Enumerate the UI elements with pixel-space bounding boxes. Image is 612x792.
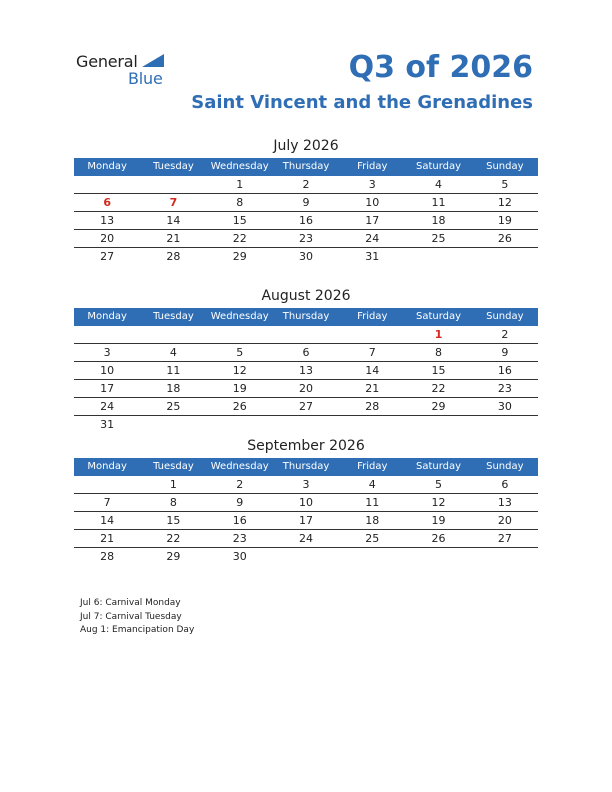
day-cell: 24	[365, 232, 380, 245]
day-cell: 6	[501, 478, 509, 491]
month-calendar-september	[74, 436, 538, 565]
weekday-label: Saturday	[416, 311, 462, 322]
month-weeks	[74, 176, 538, 265]
week-row	[74, 512, 538, 530]
empty-day-cell	[405, 548, 471, 565]
week-row	[74, 230, 538, 248]
weekday-label: Thursday	[282, 311, 330, 322]
weekday-label: Tuesday	[153, 461, 194, 472]
day-cell: 23	[497, 382, 512, 395]
empty-day-cell	[339, 548, 405, 565]
day-cell: 4	[368, 478, 376, 491]
weekday-label: Saturday	[416, 461, 462, 472]
weekday-label: Sunday	[486, 161, 524, 172]
day-cell: 19	[431, 514, 446, 527]
day-cell: 20	[298, 382, 313, 395]
week-row	[74, 398, 538, 416]
empty-day-cell	[472, 248, 538, 265]
month-calendar-august	[74, 286, 538, 433]
day-cell: 13	[298, 364, 313, 377]
day-cell: 18	[431, 214, 446, 227]
empty-day-cell	[74, 476, 140, 493]
page-title: Q3 of 2026	[348, 50, 533, 85]
day-cell: 20	[497, 514, 512, 527]
weekday-label: Friday	[357, 461, 388, 472]
empty-day-cell	[339, 416, 405, 433]
day-cell: 14	[100, 514, 115, 527]
day-cell: 7	[368, 346, 376, 359]
month-title: July 2026	[273, 138, 339, 154]
day-cell: 9	[236, 496, 244, 509]
holiday-notes	[80, 597, 194, 638]
day-cell: 11	[431, 196, 446, 209]
week-row	[74, 326, 538, 344]
day-cell: 3	[368, 178, 376, 191]
empty-day-cell	[140, 416, 206, 433]
day-cell: 13	[497, 496, 512, 509]
day-cell: 8	[435, 346, 443, 359]
week-row	[74, 548, 538, 565]
empty-day-cell	[74, 176, 140, 193]
day-cell: 28	[365, 400, 380, 413]
day-cell: 15	[166, 514, 181, 527]
day-cell: 4	[169, 346, 177, 359]
day-cell: 3	[103, 346, 111, 359]
weekday-label: Monday	[87, 311, 127, 322]
week-row	[74, 380, 538, 398]
holiday-day-cell: 7	[169, 196, 178, 209]
day-cell: 10	[298, 496, 313, 509]
day-cell: 2	[501, 328, 509, 341]
empty-day-cell	[140, 176, 206, 193]
day-cell: 17	[365, 214, 380, 227]
empty-day-cell	[273, 416, 339, 433]
weekday-label: Wednesday	[210, 461, 269, 472]
day-cell: 25	[365, 532, 380, 545]
day-cell: 26	[497, 232, 512, 245]
day-cell: 16	[298, 214, 313, 227]
holiday-note: Jul 7: Carnival Tuesday	[80, 611, 182, 622]
weekday-label: Tuesday	[153, 161, 194, 172]
day-cell: 27	[100, 250, 115, 263]
week-row	[74, 194, 538, 212]
day-cell: 11	[166, 364, 181, 377]
holiday-note: Aug 1: Emancipation Day	[80, 625, 195, 635]
day-cell: 22	[232, 232, 247, 245]
logo-flag-icon	[142, 54, 164, 67]
month-title: September 2026	[247, 438, 365, 454]
day-cell: 3	[302, 478, 310, 491]
day-cell: 17	[298, 514, 313, 527]
day-cell: 19	[497, 214, 512, 227]
day-cell: 30	[497, 400, 512, 413]
day-cell: 8	[169, 496, 177, 509]
weekday-header-row	[74, 458, 538, 476]
day-cell: 23	[298, 232, 313, 245]
day-cell: 12	[232, 364, 247, 377]
week-row	[74, 362, 538, 380]
day-cell: 23	[232, 532, 247, 545]
weekday-label: Wednesday	[210, 311, 269, 322]
logo-general-text: General	[76, 52, 138, 71]
day-cell: 30	[232, 550, 247, 563]
day-cell: 4	[435, 178, 443, 191]
empty-day-cell	[405, 416, 471, 433]
day-cell: 12	[431, 496, 446, 509]
day-cell: 14	[166, 214, 181, 227]
empty-day-cell	[472, 548, 538, 565]
week-row	[74, 416, 538, 433]
week-row	[74, 530, 538, 548]
day-cell: 10	[100, 364, 115, 377]
day-cell: 26	[431, 532, 446, 545]
day-cell: 9	[501, 346, 509, 359]
weekday-label: Friday	[357, 311, 388, 322]
day-cell: 27	[298, 400, 313, 413]
holiday-day-cell: 1	[434, 328, 443, 341]
day-cell: 13	[100, 214, 115, 227]
day-cell: 20	[100, 232, 115, 245]
month-title: August 2026	[261, 288, 351, 304]
weekday-label: Tuesday	[153, 311, 194, 322]
day-cell: 2	[236, 478, 244, 491]
week-row	[74, 344, 538, 362]
day-cell: 28	[100, 550, 115, 563]
day-cell: 1	[236, 178, 244, 191]
week-row	[74, 494, 538, 512]
empty-day-cell	[405, 248, 471, 265]
empty-day-cell	[472, 416, 538, 433]
day-cell: 9	[302, 196, 310, 209]
day-cell: 19	[232, 382, 247, 395]
holiday-note: Jul 6: Carnival Monday	[80, 598, 181, 608]
day-cell: 12	[497, 196, 512, 209]
day-cell: 22	[431, 382, 446, 395]
day-cell: 7	[103, 496, 111, 509]
day-cell: 18	[365, 514, 380, 527]
weekday-header-row	[74, 308, 538, 326]
empty-day-cell	[273, 548, 339, 565]
day-cell: 6	[302, 346, 310, 359]
empty-day-cell	[273, 326, 339, 343]
day-cell: 25	[431, 232, 446, 245]
logo	[76, 52, 176, 88]
day-cell: 16	[232, 514, 247, 527]
day-cell: 31	[100, 418, 115, 431]
day-cell: 21	[365, 382, 380, 395]
holiday-day-cell: 6	[103, 196, 111, 209]
day-cell: 5	[435, 478, 443, 491]
day-cell: 18	[166, 382, 181, 395]
day-cell: 14	[365, 364, 380, 377]
week-row	[74, 476, 538, 494]
weekday-label: Monday	[87, 161, 127, 172]
weekday-label: Sunday	[486, 311, 524, 322]
week-row	[74, 212, 538, 230]
day-cell: 30	[298, 250, 313, 263]
day-cell: 5	[501, 178, 509, 191]
weekday-label: Wednesday	[210, 161, 269, 172]
day-cell: 25	[166, 400, 181, 413]
day-cell: 8	[236, 196, 244, 209]
day-cell: 15	[431, 364, 446, 377]
day-cell: 29	[232, 250, 247, 263]
week-row	[74, 248, 538, 265]
day-cell: 24	[298, 532, 313, 545]
day-cell: 26	[232, 400, 247, 413]
day-cell: 1	[169, 478, 177, 491]
logo-blue-text: Blue	[128, 69, 163, 88]
day-cell: 28	[166, 250, 181, 263]
day-cell: 21	[166, 232, 181, 245]
empty-day-cell	[339, 326, 405, 343]
day-cell: 24	[100, 400, 115, 413]
weekday-label: Sunday	[486, 461, 524, 472]
empty-day-cell	[74, 326, 140, 343]
weekday-label: Thursday	[282, 461, 330, 472]
weekday-header-row	[74, 158, 538, 176]
day-cell: 21	[100, 532, 115, 545]
month-weeks	[74, 326, 538, 433]
day-cell: 22	[166, 532, 181, 545]
day-cell: 5	[236, 346, 244, 359]
month-weeks	[74, 476, 538, 565]
day-cell: 27	[497, 532, 512, 545]
empty-day-cell	[207, 416, 273, 433]
weekday-label: Friday	[357, 161, 388, 172]
day-cell: 2	[302, 178, 310, 191]
week-row	[74, 176, 538, 194]
day-cell: 10	[365, 196, 380, 209]
day-cell: 29	[166, 550, 181, 563]
empty-day-cell	[207, 326, 273, 343]
weekday-label: Saturday	[416, 161, 462, 172]
day-cell: 17	[100, 382, 115, 395]
weekday-label: Thursday	[282, 161, 330, 172]
day-cell: 15	[232, 214, 247, 227]
day-cell: 29	[431, 400, 446, 413]
weekday-label: Monday	[87, 461, 127, 472]
month-calendar-july	[74, 136, 538, 265]
day-cell: 31	[365, 250, 380, 263]
day-cell: 11	[365, 496, 380, 509]
day-cell: 16	[497, 364, 512, 377]
empty-day-cell	[140, 326, 206, 343]
page-subtitle: Saint Vincent and the Grenadines	[191, 92, 533, 113]
